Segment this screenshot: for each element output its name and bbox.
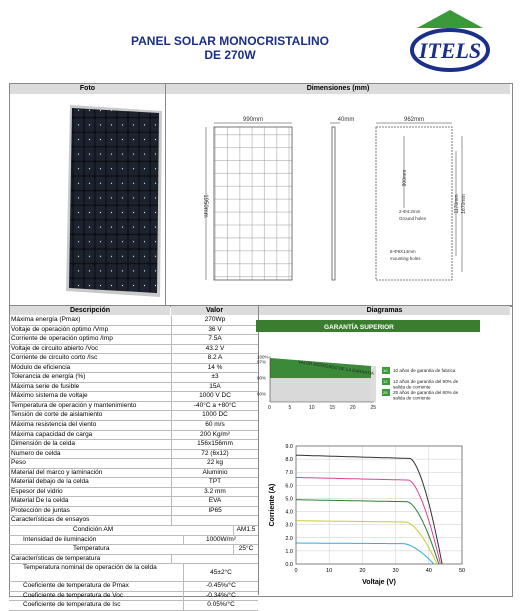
warranty-x-tick: 0 [268, 405, 271, 411]
spec-value: -0.45%/°C [206, 582, 236, 590]
diagrams-header: Diagramas [259, 306, 510, 315]
iv-y-tick: 6.0 [285, 483, 293, 490]
spec-row [9, 364, 258, 374]
spec-description: Tensión de corte de aislamiento [9, 411, 172, 420]
spec-value: 15A [209, 382, 221, 390]
spec-row [9, 373, 258, 383]
page-title [60, 34, 400, 62]
spec-row [9, 450, 258, 460]
warranty-diagram [256, 320, 480, 416]
spec-description: Condición AM [9, 526, 234, 535]
iv-y-tick: 7.0 [285, 470, 293, 477]
spec-description: Coeficiente de temperatura de Voc [9, 592, 184, 601]
spec-description: Intensidad de iluminación [9, 536, 184, 545]
spec-value [172, 516, 258, 525]
spec-description: Temperatura [9, 545, 234, 554]
spec-description: Dimensión de la celda [9, 440, 172, 449]
spec-row [9, 536, 258, 546]
spec-row [9, 601, 258, 611]
spec-value: 14 % [207, 363, 223, 371]
iv-x-tick: 50 [458, 568, 466, 574]
ground-holes-caption: Ground holes [399, 216, 427, 221]
spec-description: Protección de juntas [9, 507, 172, 516]
spec-description: Máxima serie de fusible [9, 383, 172, 392]
spec-description: Características de temperatura [9, 555, 172, 564]
warranty-y-tick: 100% [257, 354, 269, 360]
warranty-x-tick: 15 [329, 405, 336, 411]
side-depth-label: 40mm [337, 117, 355, 123]
logo-roof-icon [417, 10, 483, 28]
back-width-label: 962mm [403, 117, 425, 123]
spec-value: 43.2 V [205, 344, 225, 352]
spec-description: Coeficiente de temperatura de Pmax [9, 582, 184, 591]
company-logo [395, 6, 495, 76]
logo-text: ITELS [418, 38, 482, 63]
iv-series-line [296, 455, 442, 564]
spec-row [9, 507, 258, 517]
spec-description: Material De la celda [9, 497, 172, 506]
spec-value: ±3 [211, 373, 219, 381]
spec-description: Máximo sistema de voltaje [9, 392, 172, 401]
spec-row [9, 335, 258, 345]
spec-row [9, 421, 258, 431]
spec-description: Módulo de eficiencia [9, 364, 172, 373]
spec-row [9, 497, 258, 507]
spec-value: 270Wp [204, 316, 226, 323]
warranty-title: GARANTÍA SUPERIOR [324, 324, 394, 331]
spec-value: 36 V [208, 325, 222, 333]
spec-value: IP65 [208, 506, 222, 514]
iv-chart [262, 440, 477, 590]
spec-value: 3.2 mm [204, 487, 226, 495]
iv-plot-frame [296, 446, 462, 564]
back-h1-label: 1170mm [454, 194, 460, 214]
spec-value: 22 kg [207, 459, 223, 467]
spec-row [9, 469, 258, 479]
ground-holes-label: 2-Φ4.2mm [399, 209, 421, 214]
spec-description: Coeficiente de temperatura de Isc [9, 601, 184, 610]
spec-value: 1000W/m² [206, 535, 236, 543]
iv-x-tick: 10 [326, 568, 333, 574]
spec-value: TPT [208, 478, 222, 486]
spec-value: -40°C a +80°C [193, 401, 237, 409]
spec-description: Voltaje de operación optimo /Vmp [9, 326, 172, 335]
spec-description: Máxima energía (Pmax) [9, 316, 172, 325]
spec-description: Corriente de operación optimo /Imp [9, 335, 172, 344]
spec-value: 1000 DC [202, 411, 228, 419]
iv-x-label: Voltaje (V) [362, 579, 396, 586]
spec-value: 45±2°C [210, 569, 232, 577]
spec-table [9, 316, 258, 611]
title-line-1: PANEL SOLAR MONOCRISTALINO [131, 34, 329, 48]
warranty-legend-num: 12 [383, 379, 388, 384]
spec-row [9, 545, 258, 555]
iv-x-tick: 30 [392, 568, 399, 574]
warranty-legend-text: 10 años de garantía de fabrica [393, 368, 456, 373]
panel-photo [62, 103, 166, 299]
value-header: Valor [171, 306, 258, 315]
warranty-legend-num: 10 [383, 368, 388, 373]
spec-row [9, 411, 258, 421]
iv-x-tick: 0 [294, 568, 298, 574]
back-inner-label: 900mm [402, 169, 408, 187]
spec-row [9, 383, 258, 393]
spec-value: 200 Kg/m² [200, 430, 230, 438]
warranty-x-tick: 10 [309, 405, 315, 411]
spec-description: Material debajo de la celda [9, 478, 172, 487]
iv-y-label: Corriente (A) [269, 483, 276, 527]
spec-row [9, 431, 258, 441]
spec-value: 1000 V DC [199, 392, 231, 400]
spec-row [9, 354, 258, 364]
warranty-legend-num: 25 [383, 390, 388, 395]
warranty-x-tick: 20 [350, 405, 356, 411]
spec-row [9, 555, 258, 565]
spec-row [9, 516, 258, 526]
spec-value: Aluminio [202, 468, 228, 476]
front-height-label: 1950mm [202, 194, 208, 218]
title-line-2: DE 270W [204, 48, 256, 62]
iv-y-tick: 1.0 [285, 548, 293, 555]
warranty-y-tick: 90% [257, 375, 267, 381]
spec-description: Espesor del vidrio [9, 488, 172, 497]
spec-row [9, 392, 258, 402]
spec-row [9, 326, 258, 336]
iv-series-line [296, 521, 437, 564]
iv-y-tick: 0.0 [285, 562, 293, 568]
spec-value: 8.2 A [207, 354, 223, 362]
iv-y-tick: 5.0 [285, 496, 293, 503]
iv-x-tick: 40 [425, 568, 432, 574]
warranty-y-tick: 80% [257, 391, 267, 397]
spec-row [9, 402, 258, 412]
spec-value: -0.34%/°C [206, 591, 236, 599]
warranty-slope-label: VALOR AGREGADO DE LA GARANTÍA [297, 359, 375, 376]
spec-value: EVA [208, 497, 222, 505]
spec-row [9, 564, 258, 582]
spec-description: Numero de celda [9, 450, 172, 459]
description-header: Descripción [10, 306, 170, 315]
iv-y-tick: 9.0 [285, 444, 293, 450]
mounting-holes-caption: mounting holes [390, 256, 421, 261]
spec-row [9, 440, 258, 450]
spec-description: Tolerancia de energía (%) [9, 373, 172, 382]
spec-row [9, 316, 258, 326]
mounting-holes-label: 8-Φ9X14mm [390, 249, 416, 254]
spec-description: Voltaje de circuito abierto /Voc [9, 345, 172, 354]
dimensions-header: Dimensiones (mm) [166, 84, 510, 94]
spec-row [9, 459, 258, 469]
spec-description: Máxima capacidad de carga [9, 431, 172, 440]
iv-x-tick: 20 [359, 568, 366, 574]
spec-description: Peso [9, 459, 172, 468]
iv-y-tick: 3.0 [285, 522, 293, 529]
spec-row [9, 488, 258, 498]
spec-row [9, 345, 258, 355]
dimension-drawings [166, 96, 510, 301]
spec-row [9, 582, 258, 592]
spec-row [9, 478, 258, 488]
spec-value: 0.05%/°C [207, 601, 235, 609]
spec-description: Temperatura de operación y mantenimiento [9, 402, 172, 411]
warranty-legend-text: 12 años de garantía del 90% de salida de corriente [393, 379, 459, 390]
warranty-x-tick: 25 [370, 405, 377, 411]
iv-y-tick: 4.0 [285, 509, 293, 516]
spec-value: 156x156mm [197, 440, 233, 448]
spec-description: Temperatura nominal de operación de la celda [9, 564, 184, 581]
spec-description: Material del marco y laminación [9, 469, 172, 478]
spec-value: 7.5A [208, 335, 222, 343]
photo-header: Foto [10, 84, 165, 94]
iv-series-line [296, 500, 439, 564]
spec-value: 72 (6x12) [201, 449, 229, 457]
spec-description: Máxima resistencia del viento [9, 421, 172, 430]
iv-y-tick: 8.0 [285, 457, 293, 464]
spec-value [172, 555, 258, 564]
spec-value: AM1.5 [236, 526, 256, 534]
back-h2-label: 1670mm [461, 194, 467, 214]
spec-value: 25°C [238, 545, 254, 553]
warranty-legend-text: 25 años de garantía del 80% de salida de corriente [393, 390, 459, 401]
spec-description: Corriente de circuito corto /Isc [9, 354, 172, 363]
iv-y-tick: 2.0 [285, 535, 293, 542]
iv-series-line [296, 543, 434, 564]
front-width-label: 990mm [242, 117, 264, 123]
warranty-x-tick: 5 [288, 405, 292, 411]
spec-row [9, 526, 258, 536]
spec-value: 60 m/s [205, 421, 225, 429]
spec-description: Características de ensayos [9, 516, 172, 525]
warranty-y-tick: 97% [257, 359, 267, 365]
